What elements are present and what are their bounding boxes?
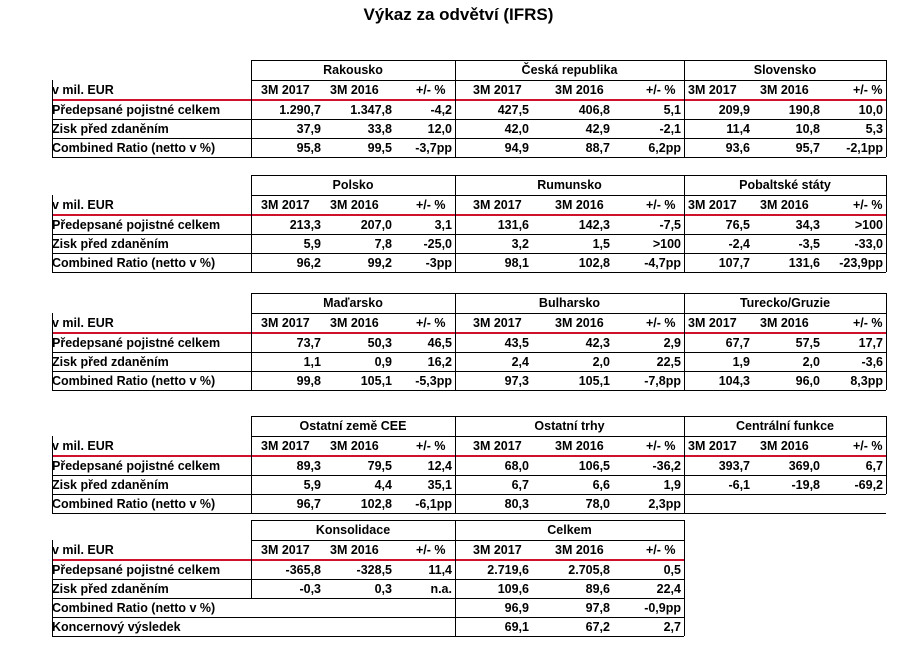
column-header: 3M 2016 [555, 198, 604, 212]
column-header: 3M 2017 [473, 198, 522, 212]
value-cell: 213,3 [289, 218, 321, 232]
value-cell: -25,0 [423, 237, 452, 251]
row-label: Předepsané pojistné celkem [52, 336, 221, 350]
segment-block [0, 60, 917, 190]
value-cell: 42,3 [585, 336, 610, 350]
value-cell: -33,0 [854, 237, 883, 251]
value-cell: 78,0 [585, 497, 610, 511]
value-cell: 11,4 [428, 563, 452, 577]
value-cell: 0,3 [374, 582, 392, 596]
value-cell: 0,5 [663, 563, 681, 577]
value-cell: 0,9 [374, 355, 392, 369]
segment-name: Maďarsko [323, 296, 383, 310]
row-border [52, 272, 886, 273]
value-cell: 99,8 [296, 374, 321, 388]
column-header: +/- % [416, 198, 446, 212]
value-cell: >100 [652, 237, 681, 251]
unit-label: v mil. EUR [52, 83, 114, 97]
column-header: +/- % [416, 83, 446, 97]
segment-name: Pobaltské státy [739, 178, 831, 192]
column-header: +/- % [853, 439, 883, 453]
row-label: Předepsané pojistné celkem [52, 103, 221, 117]
column-header: +/- % [646, 543, 676, 557]
segment-name: Ostatní trhy [534, 419, 605, 433]
column-header: +/- % [853, 198, 883, 212]
row-border [52, 157, 886, 158]
value-cell: -4,7pp [644, 256, 681, 270]
unit-label: v mil. EUR [52, 198, 114, 212]
value-cell: 12,0 [427, 122, 452, 136]
value-cell: 4,4 [374, 478, 392, 492]
column-header: 3M 2016 [555, 439, 604, 453]
value-cell: 33,8 [367, 122, 392, 136]
value-cell: 11,4 [726, 122, 750, 136]
table-left-border [52, 436, 53, 513]
value-cell: 10,0 [858, 103, 883, 117]
column-header: 3M 2017 [688, 198, 737, 212]
value-cell: 109,6 [497, 582, 529, 596]
value-cell: 94,9 [504, 141, 529, 155]
page-title: Výkaz za odvětví (IFRS) [363, 5, 554, 24]
segment-name: Turecko/Gruzie [739, 296, 831, 310]
segment-right-border [886, 175, 887, 272]
value-cell: 104,3 [718, 374, 750, 388]
value-cell: 2,0 [592, 355, 610, 369]
value-cell: n.a. [430, 582, 452, 596]
row-label: Zisk před zdaněním [52, 122, 169, 136]
value-cell: 2.705,8 [568, 563, 610, 577]
value-cell: 89,6 [585, 582, 610, 596]
value-cell: 207,0 [360, 218, 392, 232]
value-cell: 3,1 [434, 218, 452, 232]
value-cell: 1,9 [663, 478, 681, 492]
value-cell: 35,1 [427, 478, 452, 492]
value-cell: 22,4 [656, 582, 681, 596]
segment-block [0, 293, 917, 423]
value-cell: 393,7 [718, 459, 750, 473]
value-cell: 2,7 [663, 620, 681, 634]
table-left-border [52, 540, 53, 636]
column-header: +/- % [853, 83, 883, 97]
column-header: 3M 2017 [688, 439, 737, 453]
column-header: 3M 2017 [688, 316, 737, 330]
column-header: +/- % [853, 316, 883, 330]
column-header: 3M 2016 [330, 83, 379, 97]
row-label: Combined Ratio (netto v %) [52, 497, 216, 511]
value-cell: 427,5 [497, 103, 529, 117]
column-header: 3M 2016 [760, 83, 809, 97]
value-cell: -2,1pp [846, 141, 883, 155]
value-cell: 5,3 [865, 122, 883, 136]
column-header: 3M 2017 [261, 543, 310, 557]
value-cell: -7,5 [659, 218, 681, 232]
row-label: Combined Ratio (netto v %) [52, 256, 216, 270]
value-cell: 10,8 [795, 122, 820, 136]
value-cell: 67,7 [725, 336, 750, 350]
segment-block [0, 175, 917, 305]
value-cell: 190,8 [788, 103, 820, 117]
value-cell: 96,2 [296, 256, 321, 270]
row-label: Zisk před zdaněním [52, 582, 169, 596]
column-header: +/- % [646, 198, 676, 212]
column-header: 3M 2016 [760, 316, 809, 330]
value-cell: 68,0 [504, 459, 529, 473]
value-cell: -3,7pp [415, 141, 452, 155]
column-header: 3M 2016 [330, 439, 379, 453]
value-cell: 369,0 [788, 459, 820, 473]
table-left-border [52, 313, 53, 390]
value-cell: 106,5 [578, 459, 610, 473]
column-header: 3M 2016 [330, 198, 379, 212]
value-cell: -36,2 [652, 459, 681, 473]
value-cell: 97,8 [585, 601, 610, 615]
value-cell: 8,3pp [850, 374, 883, 388]
row-label: Předepsané pojistné celkem [52, 218, 221, 232]
value-cell: 80,3 [504, 497, 529, 511]
column-header: 3M 2016 [330, 316, 379, 330]
column-header: +/- % [416, 316, 446, 330]
row-label: Combined Ratio (netto v %) [52, 141, 216, 155]
column-header: +/- % [646, 439, 676, 453]
value-cell: -2,1 [659, 122, 681, 136]
unit-label: v mil. EUR [52, 316, 114, 330]
segment-name: Slovensko [753, 63, 817, 77]
column-header: 3M 2017 [261, 198, 310, 212]
row-label: Combined Ratio (netto v %) [52, 601, 216, 615]
value-cell: 2,9 [663, 336, 681, 350]
segment-name: Rakousko [323, 63, 383, 77]
row-label: Zisk před zdaněním [52, 237, 169, 251]
column-header: 3M 2016 [330, 543, 379, 557]
value-cell: -3,5 [798, 237, 820, 251]
value-cell: 1,5 [592, 237, 610, 251]
column-header: 3M 2016 [760, 439, 809, 453]
value-cell: 17,7 [858, 336, 883, 350]
column-header: 3M 2017 [261, 316, 310, 330]
unit-label: v mil. EUR [52, 543, 114, 557]
column-header: 3M 2017 [473, 543, 522, 557]
column-header: 3M 2017 [688, 83, 737, 97]
value-cell: -6,1pp [415, 497, 452, 511]
value-cell: 3,2 [511, 237, 529, 251]
segment-name: Centrální funkce [736, 419, 834, 433]
value-cell: 2,0 [802, 355, 820, 369]
column-header: 3M 2016 [555, 316, 604, 330]
value-cell: 95,8 [296, 141, 321, 155]
column-header: 3M 2017 [473, 316, 522, 330]
value-cell: 102,8 [578, 256, 610, 270]
value-cell: 79,5 [367, 459, 392, 473]
value-cell: 6,7 [865, 459, 883, 473]
value-cell: 50,3 [367, 336, 392, 350]
row-label: Combined Ratio (netto v %) [52, 374, 216, 388]
value-cell: 142,3 [578, 218, 610, 232]
value-cell: 2.719,6 [487, 563, 529, 577]
column-header: 3M 2017 [261, 439, 310, 453]
value-cell: 2,4 [511, 355, 529, 369]
value-cell: 1,1 [303, 355, 321, 369]
value-cell: -0,9pp [644, 601, 681, 615]
value-cell: 22,5 [656, 355, 681, 369]
value-cell: 37,9 [296, 122, 321, 136]
value-cell: 12,4 [427, 459, 452, 473]
segment-right-border [886, 416, 887, 494]
segment-name: Bulharsko [538, 296, 601, 310]
value-cell: 57,5 [795, 336, 820, 350]
segment-header-divider [251, 540, 684, 541]
row-border [52, 636, 684, 637]
value-cell: -6,1 [728, 478, 750, 492]
value-cell: -3pp [425, 256, 452, 270]
row-label: Koncernový výsledek [52, 620, 181, 634]
value-cell: 98,1 [504, 256, 529, 270]
value-cell: 89,3 [296, 459, 321, 473]
row-label: Zisk před zdaněním [52, 478, 169, 492]
value-cell: 96,9 [504, 601, 529, 615]
segment-name: Celkem [547, 523, 592, 537]
value-cell: -5,3pp [415, 374, 452, 388]
value-cell: 2,3pp [648, 497, 681, 511]
column-header: 3M 2017 [261, 83, 310, 97]
segment-name: Konsolidace [315, 523, 391, 537]
segment-right-border [684, 520, 685, 636]
segment-right-border [886, 60, 887, 157]
value-cell: 99,5 [367, 141, 392, 155]
value-cell: 5,9 [303, 478, 321, 492]
value-cell: -23,9pp [839, 256, 883, 270]
column-header: +/- % [646, 83, 676, 97]
column-header: +/- % [646, 316, 676, 330]
column-header: 3M 2016 [760, 198, 809, 212]
segment-name: Polsko [332, 178, 374, 192]
value-cell: 46,5 [427, 336, 452, 350]
value-cell: 96,7 [296, 497, 321, 511]
value-cell: 76,5 [725, 218, 750, 232]
column-header: 3M 2017 [473, 83, 522, 97]
value-cell: -4,2 [430, 103, 452, 117]
table-left-border [52, 80, 53, 157]
column-header: 3M 2016 [555, 83, 604, 97]
value-cell: 99,2 [367, 256, 392, 270]
value-cell: 97,3 [504, 374, 529, 388]
table-left-border [52, 195, 53, 272]
value-cell: -365,8 [285, 563, 321, 577]
segment-name: Rumunsko [537, 178, 602, 192]
value-cell: 1,9 [732, 355, 750, 369]
value-cell: 42,9 [585, 122, 610, 136]
value-cell: -19,8 [791, 478, 820, 492]
row-label: Zisk před zdaněním [52, 355, 169, 369]
column-header: +/- % [416, 543, 446, 557]
value-cell: 42,0 [504, 122, 529, 136]
value-cell: -3,6 [861, 355, 883, 369]
column-header: 3M 2016 [555, 543, 604, 557]
value-cell: 5,9 [303, 237, 321, 251]
value-cell: 105,1 [578, 374, 610, 388]
value-cell: 5,1 [663, 103, 681, 117]
value-cell: 95,7 [795, 141, 820, 155]
value-cell: 93,6 [725, 141, 750, 155]
value-cell: 67,2 [585, 620, 610, 634]
segment-right-border [886, 293, 887, 390]
value-cell: -69,2 [854, 478, 883, 492]
value-cell: 102,8 [360, 497, 392, 511]
value-cell: 209,9 [718, 103, 750, 117]
value-cell: 131,6 [497, 218, 529, 232]
value-cell: 1.347,8 [350, 103, 392, 117]
value-cell: 73,7 [296, 336, 321, 350]
value-cell: 34,3 [795, 218, 820, 232]
segment-name: Česká republika [521, 63, 618, 77]
value-cell: 88,7 [585, 141, 610, 155]
column-header: +/- % [416, 439, 446, 453]
value-cell: 6,6 [592, 478, 610, 492]
column-header: 3M 2017 [473, 439, 522, 453]
value-cell: 6,7 [511, 478, 529, 492]
value-cell: 43,5 [504, 336, 529, 350]
value-cell: 6,2pp [648, 141, 681, 155]
value-cell: 69,1 [504, 620, 529, 634]
value-cell: 7,8 [374, 237, 392, 251]
row-label: Předepsané pojistné celkem [52, 563, 221, 577]
row-border [52, 390, 886, 391]
row-border [52, 513, 886, 514]
value-cell: -328,5 [356, 563, 392, 577]
value-cell: -0,3 [299, 582, 321, 596]
value-cell: 16,2 [427, 355, 452, 369]
unit-label: v mil. EUR [52, 439, 114, 453]
value-cell: 131,6 [788, 256, 820, 270]
value-cell: -2,4 [728, 237, 750, 251]
segment-block [0, 520, 917, 650]
value-cell: >100 [854, 218, 883, 232]
segment-name: Ostatní země CEE [299, 419, 407, 433]
value-cell: -7,8pp [644, 374, 681, 388]
value-cell: 105,1 [360, 374, 392, 388]
value-cell: 406,8 [578, 103, 610, 117]
value-cell: 96,0 [795, 374, 820, 388]
value-cell: 107,7 [718, 256, 750, 270]
value-cell: 1.290,7 [279, 103, 321, 117]
row-label: Předepsané pojistné celkem [52, 459, 221, 473]
